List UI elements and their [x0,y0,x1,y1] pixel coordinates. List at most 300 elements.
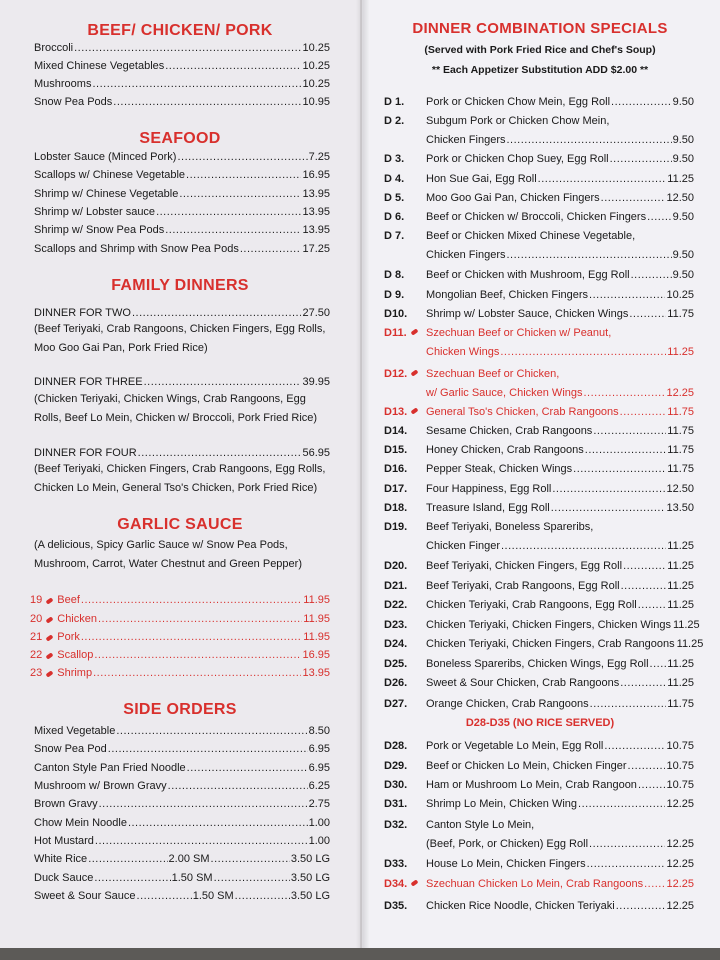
item-price: 27.50 [302,307,330,319]
combo-code-text: D 5. [384,192,405,204]
leader-dots [187,761,308,775]
combo-code-text: D22. [384,599,408,611]
combo-price: 9.50 [672,269,694,281]
item-price: 1.00 [308,817,330,829]
item-name: Scallop [57,649,94,661]
hot-pepper-icon [46,652,54,659]
item-description: (Beef Teriyaki, Chicken Fingers, Crab Rangoons, Egg Rolls, Chicken Lo Mein, General Tso's Chicken, Pork Fried Rice) [34,463,326,494]
combo-code [384,172,404,186]
item-price-large: 3.50 LG [290,890,330,902]
leader-dots [235,889,290,903]
item-price: 11.95 [303,631,330,643]
combo-item-row [426,501,694,515]
combo-price: 11.25 [667,677,694,689]
leader-dots [214,871,290,885]
combo-price: 10.25 [666,289,694,301]
leader-dots [628,759,666,773]
item-price: 6.95 [308,762,330,774]
combo-item-row [426,797,694,811]
leader-dots [94,871,170,885]
combo-item-row [426,191,694,205]
hot-pepper-icon [46,670,54,677]
item-name: Chicken [57,613,97,625]
combo-description: Beef Teriyaki, Boneless Spareribs, [426,521,594,533]
item-name: DINNER FOR FOUR [34,447,137,459]
combo-description: Beef or Chicken with Mushroom, Egg Roll [426,269,630,281]
combo-code-text: D30. [384,779,408,791]
menu-item-row [34,761,330,775]
combo-code [384,288,404,302]
item-name: Snow Pea Pod [34,743,107,755]
item-price: 10.25 [302,60,330,72]
combo-code [384,559,407,573]
combo-description: Beef Teriyaki, Chicken Fingers, Egg Roll [426,560,623,572]
item-number: 20 [30,613,43,625]
item-name: Shrimp w/ Snow Pea Pods [34,224,165,236]
leader-dots [585,443,667,457]
combo-price: 11.75 [667,425,694,437]
menu-item-row [34,871,330,885]
leader-dots [584,386,666,400]
combo-description: Szechuan Chicken Lo Mein, Crab Rangoons [426,878,644,890]
leader-dots [98,612,302,626]
item-number: 23 [30,667,43,679]
combo-item-row [426,133,694,147]
menu-item-row [34,187,330,201]
combo-item-row [426,307,694,321]
leader-dots [638,778,666,792]
combo-item-row [426,657,694,671]
combo-item-row [426,637,704,651]
item-price: 13.95 [302,188,330,200]
combo-code [384,759,407,773]
leader-dots [623,559,666,573]
garlic-sauce-item-row [30,648,330,662]
no-rice-note: D28-D35 (NO RICE SERVED) [465,717,615,729]
combo-code [384,191,404,205]
combo-code-text: D18. [384,502,408,514]
combo-description: General Tso's Chicken, Crab Rangoons [426,406,619,418]
item-name: Beef [57,594,80,606]
item-name: Lobster Sauce (Minced Pork) [34,151,177,163]
leader-dots [88,852,167,866]
leader-dots [168,779,308,793]
leader-dots [138,446,302,460]
leader-dots [644,877,665,891]
combo-code [384,367,418,381]
combo-code-text: D14. [384,425,408,437]
combo-description: Canton Style Lo Mein, [426,819,535,831]
combo-description: Chicken Teriyaki, Chicken Fingers, Chicken Wings [426,619,671,631]
combo-description: Pepper Steak, Chicken Wings [426,463,573,475]
leader-dots [631,268,672,282]
combo-description-cont: w/ Garlic Sauce, Chicken Wings [426,387,583,399]
item-price: 1.50 SM [192,890,234,902]
item-price: 39.95 [302,376,330,388]
item-price: 16.95 [302,649,330,661]
leader-dots [94,648,301,662]
leader-dots [621,579,667,593]
item-name: DINNER FOR TWO [34,307,131,319]
leader-dots [616,899,666,913]
item-number: 19 [30,594,43,606]
leader-dots [587,857,666,871]
item-name: Chow Mein Noodle [34,817,127,829]
garlic-sauce-item-row [30,630,330,644]
combo-code [384,857,407,871]
combo-description: Mongolian Beef, Chicken Fingers [426,289,589,301]
combo-code-text: D 8. [384,269,405,281]
leader-dots [552,482,665,496]
leader-dots [611,95,672,109]
leader-dots [506,133,671,147]
item-price: 8.50 [308,725,330,737]
combo-code-text: D28. [384,740,408,752]
item-price: 2.00 SM [168,853,210,865]
combo-code-text: D25. [384,658,408,670]
leader-dots [92,77,301,91]
combo-price: 9.50 [672,134,694,146]
combo-code [384,676,407,690]
combo-item-row [426,405,694,419]
combo-item-row [426,676,694,690]
leader-dots [629,307,666,321]
combo-description: House Lo Mein, Chicken Fingers [426,858,586,870]
substitution-note: ** Each Appetizer Substitution ADD $2.00 ** [431,64,649,76]
menu-item-row [34,724,330,738]
combo-price: 11.75 [667,463,694,475]
combo-code [384,657,407,671]
item-name: Duck Sauce [34,872,94,884]
leader-dots [578,797,665,811]
combo-price: 10.75 [666,740,694,752]
hot-pepper-icon [411,369,419,376]
combo-description: Sesame Chicken, Crab Rangoons [426,425,593,437]
combo-price: 9.50 [672,153,694,165]
item-name: Sweet & Sour Sauce [34,890,136,902]
leader-dots [647,210,671,224]
combo-description: Shrimp w/ Lobster Sauce, Chicken Wings [426,308,629,320]
combo-item-row [426,424,694,438]
combo-code [384,899,407,913]
leader-dots [500,345,666,359]
leader-dots [620,676,666,690]
leader-dots [589,288,665,302]
combo-code [384,739,407,753]
combo-code [384,818,407,832]
combo-item-row [426,268,694,282]
combo-description: Beef or Chicken w/ Broccoli, Chicken Fingers [426,211,647,223]
item-price: 1.00 [308,835,330,847]
combo-description: Szechuan Beef or Chicken, [426,368,560,380]
combo-price: 12.50 [666,483,694,495]
item-price: 13.95 [302,667,330,679]
heading-beef-chicken-pork: BEEF/ CHICKEN/ PORK [87,22,273,39]
combo-price: 12.50 [666,192,694,204]
menu-item-row [34,242,330,256]
combo-description: Beef or Chicken Lo Mein, Chicken Finger [426,760,627,772]
leader-dots [211,852,290,866]
combo-description-cont: Chicken Fingers [426,249,506,261]
combo-item-row [426,288,694,302]
leader-dots [128,816,308,830]
item-name: Canton Style Pan Fried Noodle [34,762,186,774]
menu-item-row [34,205,330,219]
item-name: Mushrooms [34,78,92,90]
menu-item-row [34,168,330,182]
combo-code-text: D13. [384,406,408,418]
combo-description: Orange Chicken, Crab Rangoons [426,698,589,710]
garlic-sauce-item-row [30,593,330,607]
item-price: 2.75 [308,798,330,810]
combo-description: Boneless Spareribs, Chicken Wings, Egg Roll [426,658,649,670]
item-price-large: 3.50 LG [290,853,331,865]
combo-code [384,482,407,496]
leader-dots [179,187,301,201]
combo-code-text: D24. [384,638,408,650]
combo-code [384,598,407,612]
combo-description: Ham or Mushroom Lo Mein, Crab Rangoon [426,779,637,791]
table-surface [0,948,720,960]
menu-item-row [34,852,330,866]
item-price: 10.95 [302,96,330,108]
combo-price: 9.50 [672,96,694,108]
leader-dots [137,889,192,903]
leader-dots [99,797,308,811]
combo-item-row [426,837,694,851]
combo-description: Shrimp Lo Mein, Chicken Wing [426,798,578,810]
hot-pepper-icon [411,407,419,414]
combo-code-text: D32. [384,819,408,831]
leader-dots [113,95,301,109]
item-price: 10.25 [302,78,330,90]
combo-price: 11.25 [667,540,694,552]
leader-dots [144,375,302,389]
leader-dots [620,405,667,419]
item-name: Pork [57,631,80,643]
combo-code-text: D12. [384,368,408,380]
item-number: 22 [30,649,43,661]
leader-dots [240,242,302,256]
hot-pepper-icon [46,616,54,623]
combo-item-row [426,559,694,573]
item-price: 10.25 [302,42,330,54]
combo-item-row [426,598,694,612]
combo-price: 11.25 [667,346,694,358]
combo-description-cont: Chicken Finger [426,540,500,552]
combo-price: 11.25 [667,173,694,185]
garlic-sauce-item-row [30,666,330,680]
combo-item-row [426,95,694,109]
combo-code [384,307,407,321]
leader-dots [116,724,307,738]
item-price-large: 3.50 LG [290,872,331,884]
combo-price: 11.25 [667,580,694,592]
item-price: 1.50 SM [171,872,213,884]
combo-code-text: D35. [384,900,408,912]
combo-price: 12.25 [666,858,694,870]
combo-item-row [426,443,694,457]
item-price: 11.95 [303,613,330,625]
combo-code [384,443,407,457]
item-name: White Rice [34,853,88,865]
combo-description: Chicken Rice Noodle, Chicken Teriyaki [426,900,615,912]
combo-description: Subgum Pork or Chicken Chow Mein, [426,115,610,127]
combo-price: 11.75 [667,444,694,456]
item-description: (Beef Teriyaki, Crab Rangoons, Chicken Fingers, Egg Rolls, Moo Goo Gai Pan, Pork Fried Rice) [34,323,326,354]
item-name: Hot Mustard [34,835,94,847]
combo-code [384,229,404,243]
leader-dots [156,205,301,219]
item-price: 11.95 [303,594,330,606]
combo-price: 11.25 [667,560,694,572]
menu-item-row [34,816,330,830]
heading-seafood: SEAFOOD [139,130,221,147]
combo-description-cont: Chicken Wings [426,346,500,358]
item-name: Broccoli [34,42,74,54]
item-price: 13.95 [302,224,330,236]
combo-code-text: D 3. [384,153,405,165]
combo-code [384,268,404,282]
combo-item-row [426,877,694,891]
combo-item-row [426,697,694,711]
combo-code-text: D 7. [384,230,405,242]
combo-code [384,579,407,593]
combo-description: Treasure Island, Egg Roll [426,502,550,514]
item-price: 6.95 [308,743,330,755]
combo-code-text: D 2. [384,115,405,127]
combo-price: 10.75 [666,779,694,791]
combo-code [384,697,407,711]
combo-code-text: D31. [384,798,408,810]
combo-price: 9.50 [672,249,694,261]
menu-item-row [34,77,330,91]
combo-price: 12.25 [666,878,694,890]
combo-item-row [426,899,694,913]
combo-item-row [426,579,694,593]
combo-code-text: D 1. [384,96,405,108]
item-description: (A delicious, Spicy Garlic Sauce w/ Snow Pea Pods, Mushroom, Carrot, Water Chestnut and Green Pepper) [34,539,302,570]
combo-code-text: D 9. [384,289,405,301]
combo-price: 12.25 [666,900,694,912]
served-with-note: (Served with Pork Fried Rice and Chef's Soup) [424,44,656,56]
leader-dots [108,742,308,756]
combo-code [384,152,404,166]
combo-item-row [426,539,694,553]
combo-description: Szechuan Beef or Chicken w/ Peanut, [426,327,612,339]
hot-pepper-icon [410,328,418,335]
leader-dots [601,191,666,205]
heading-side-orders: SIDE ORDERS [123,701,237,718]
combo-code [384,114,404,128]
leader-dots [638,598,667,612]
combo-code [384,210,404,224]
combo-code-text: D 6. [384,211,405,223]
item-price: 17.25 [302,243,330,255]
combo-description: Moo Goo Gai Pan, Chicken Fingers [426,192,600,204]
combo-price: 11.25 [676,638,704,650]
menu-item-row [34,59,330,73]
combo-item-row [426,462,694,476]
item-name: Brown Gravy [34,798,98,810]
combo-price: 11.25 [667,599,694,611]
combo-description: Pork or Chicken Chop Suey, Egg Roll [426,153,609,165]
combo-code [384,618,407,632]
combo-code-text: D33. [384,858,408,870]
leader-dots [177,150,307,164]
item-name: Shrimp [57,667,93,679]
leader-dots [589,837,665,851]
combo-code [384,326,418,340]
combo-code-text: D16. [384,463,408,475]
combo-description: Hon Sue Gai, Egg Roll [426,173,537,185]
combo-code-text: D17. [384,483,408,495]
leader-dots [81,593,302,607]
combo-item-row [426,857,694,871]
item-price: 56.95 [302,447,330,459]
combo-code-text: D 4. [384,173,405,185]
combo-price: 12.25 [666,387,694,399]
combo-code-text: D21. [384,580,408,592]
combo-description: Pork or Chicken Chow Mein, Egg Roll [426,96,611,108]
combo-price: 10.75 [666,760,694,772]
combo-description: Four Happiness, Egg Roll [426,483,552,495]
item-price: 7.25 [308,151,330,163]
combo-description-cont: Chicken Fingers [426,134,506,146]
combo-code [384,424,407,438]
combo-code [384,405,418,419]
combo-code-text: D29. [384,760,408,772]
item-number: 21 [30,631,43,643]
combo-code [384,797,407,811]
leader-dots [573,462,666,476]
combo-price: 11.25 [672,619,700,631]
item-name: Mixed Vegetable [34,725,116,737]
hot-pepper-icon [46,634,54,641]
combo-code-text: D15. [384,444,408,456]
combo-item-row [426,152,694,166]
heading-garlic-sauce: GARLIC SAUCE [117,516,243,533]
menu-item-row [34,223,330,237]
combo-code [384,501,407,515]
combo-price: 11.75 [667,406,694,418]
combo-price: 11.75 [667,308,694,320]
combo-description: Honey Chicken, Crab Rangoons [426,444,584,456]
combo-item-row [426,482,694,496]
leader-dots [538,172,667,186]
combo-code [384,877,418,891]
menu-item-row [34,446,330,460]
combo-code-text: D19. [384,521,408,533]
item-name: Shrimp w/ Lobster sauce [34,206,156,218]
combo-code [384,462,407,476]
menu-item-row [34,150,330,164]
combo-code-text: D26. [384,677,408,689]
combo-item-row [426,778,694,792]
combo-price: 13.50 [666,502,694,514]
leader-dots [74,41,301,55]
combo-description-cont: (Beef, Pork, or Chicken) Egg Roll [426,838,589,850]
combo-item-row [426,172,694,186]
combo-price: 11.25 [667,658,694,670]
leader-dots [604,739,665,753]
combo-code [384,95,404,109]
combo-description: Chicken Teriyaki, Crab Rangoons, Egg Roll [426,599,637,611]
leader-dots [650,657,667,671]
item-name: Scallops w/ Chinese Vegetable [34,169,186,181]
menu-item-row [34,889,330,903]
combo-item-row [426,759,694,773]
